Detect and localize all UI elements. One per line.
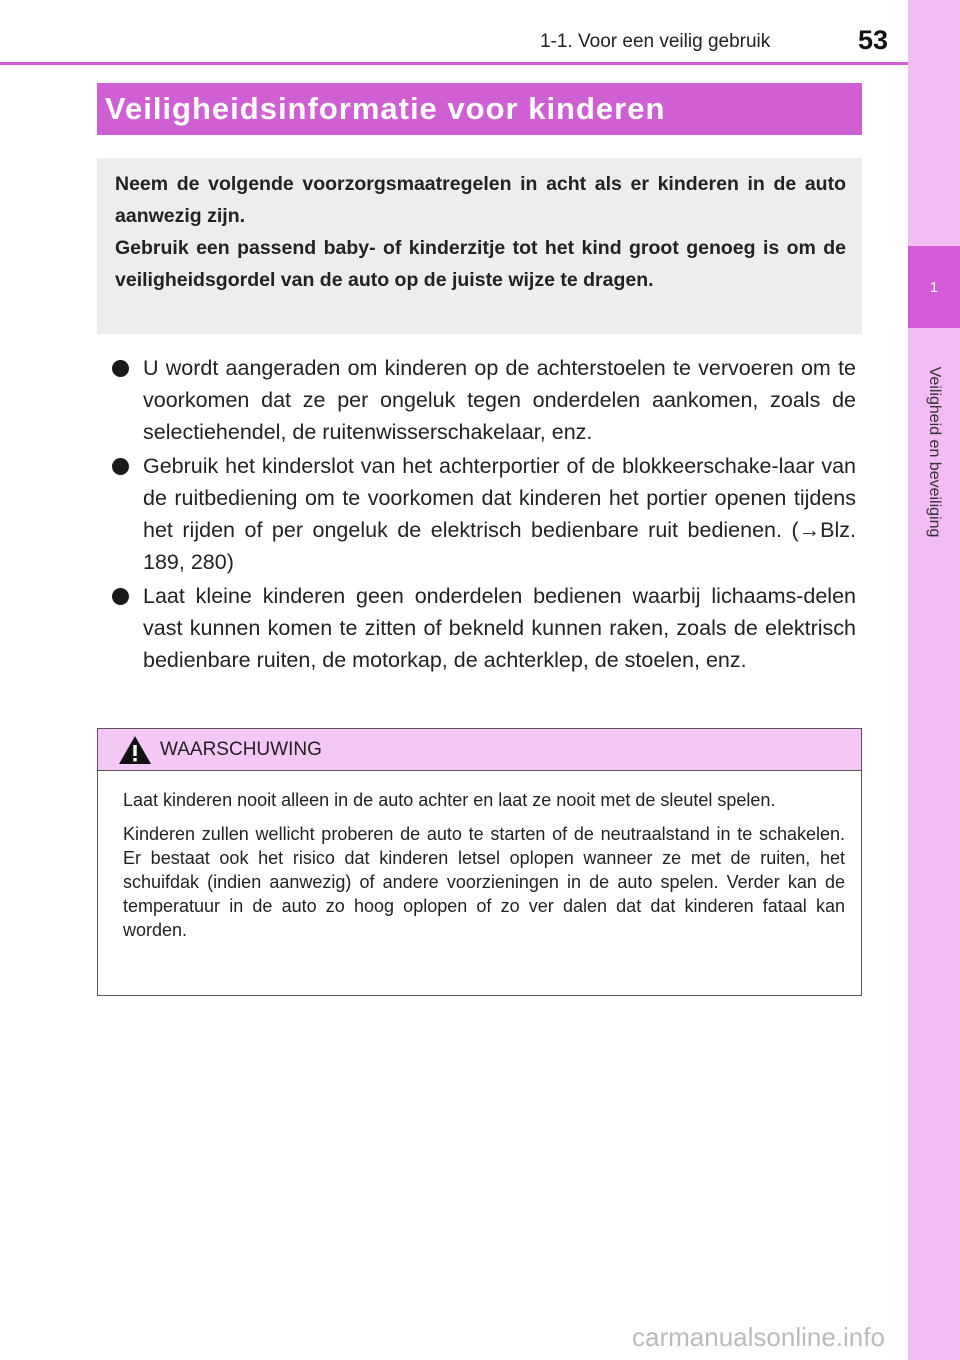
chapter-tab-number: 1: [929, 278, 939, 296]
warning-paragraph-1: Laat kinderen nooit alleen in de auto achter en laat ze nooit met de sleutel spelen.: [123, 790, 776, 810]
header-divider: [0, 62, 908, 65]
intro-paragraph-1: Neem de volgende voorzorgsmaatregelen in acht als er kinderen in de auto aanwezig zijn.: [115, 173, 846, 227]
side-strip: [908, 0, 960, 1360]
bullet-icon: [112, 458, 129, 475]
section-title: [97, 83, 862, 135]
warning-paragraph-2: Kinderen zullen wellicht proberen de auto te starten of de neutraalstand in te schakelen. Er bestaat ook het risico dat kinderen letsel oplopen wanneer ze met de ruiten, het schuifdak (indien aanwezig) of andere voorzieningen in de auto spelen. Verder kan de temperatuur in de auto zo hoog oplopen of zo ver dalen dat dat kinderen fataal kan worden.: [123, 824, 845, 940]
list-item-text: Laat kleine kinderen geen onderdelen bedienen waarbij lichaams-delen vast kunnen komen te zitten of bekneld kunnen raken, zoals de elektrisch bedienbare ruiten, de motorkap, de achterklep, de stoelen, enz.: [143, 584, 856, 672]
list-item-text: U wordt aangeraden om kinderen op de achterstoelen te vervoeren om te voorkomen dat ze per ongeluk tegen onderdelen aankomen, zoals de selectiehendel, de ruitenwisserschakelaar, enz.: [143, 356, 856, 444]
warning-title: WAARSCHUWING: [160, 738, 322, 760]
list-item-text: Gebruik het kinderslot van het achterportier of de blokkeerschake-laar van de ruitbediening om te voorkomen dat kinderen het portier openen tijdens het rijden of per ongeluk de elektrisch bedienbare ruit bedienen. (→Blz. 189, 280): [143, 454, 856, 574]
bullet-icon: [112, 360, 129, 377]
warning-triangle-icon: [118, 735, 152, 765]
page-number: 53: [858, 25, 889, 55]
warning-box: [97, 728, 862, 996]
list-item: [112, 450, 856, 578]
warning-header: [98, 729, 861, 771]
intro-paragraph-2: Gebruik een passend baby- of kinderzitje tot het kind groot genoeg is om de veiligheidsgordel van de auto op de juiste wijze te dragen.: [115, 237, 846, 291]
bullet-icon: [112, 588, 129, 605]
watermark: carmanualsonline.info: [632, 1322, 885, 1352]
list-item: [112, 352, 856, 448]
intro-box: [97, 158, 862, 334]
warning-body: [98, 771, 861, 942]
bullet-list: [112, 352, 856, 678]
chapter-tab[interactable]: [908, 246, 960, 328]
list-item: [112, 580, 856, 676]
chapter-heading: 1-1. Voor een veilig gebruik: [540, 31, 771, 52]
chapter-tab-label: Veiligheid en beveiliging: [926, 366, 943, 538]
section-title-text: Veiligheidsinformatie voor kinderen: [105, 91, 666, 126]
